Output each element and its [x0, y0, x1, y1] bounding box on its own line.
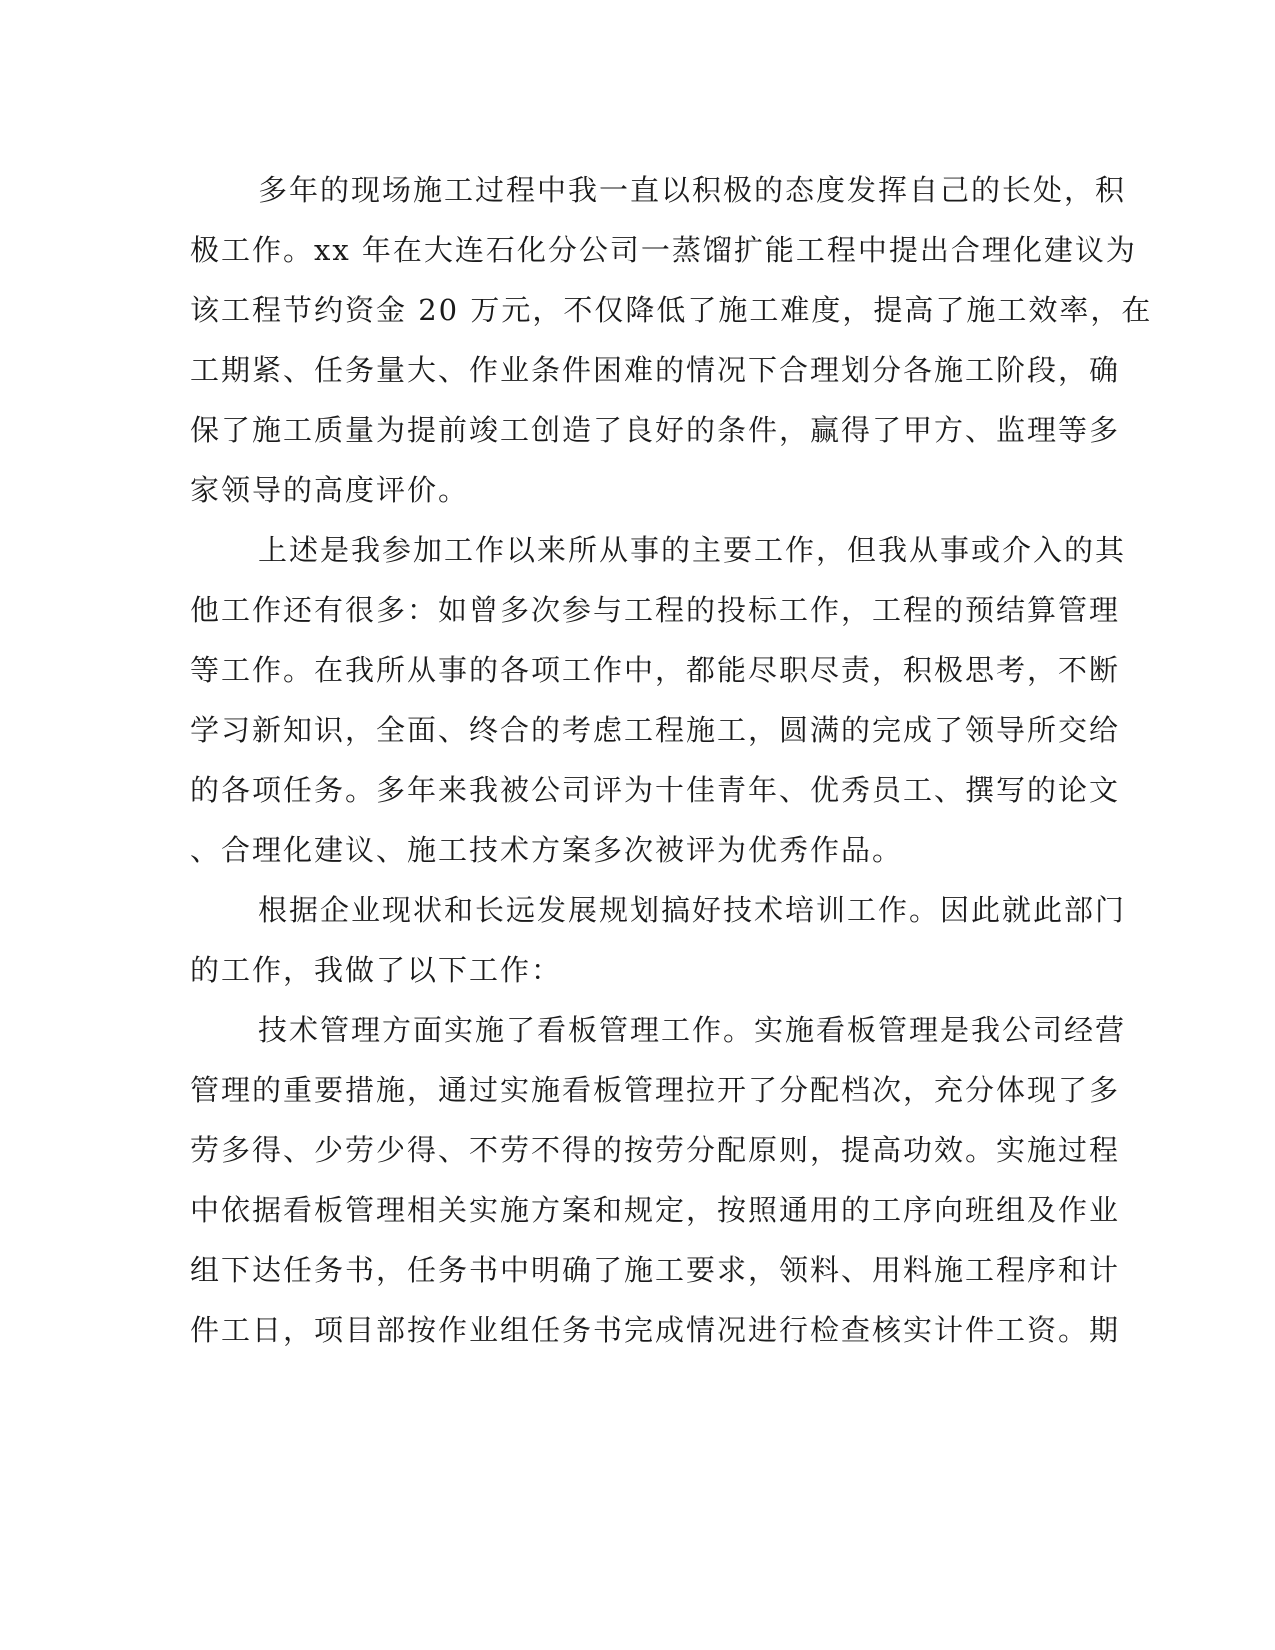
paragraph-line: 组下达任务书，任务书中明确了施工要求，领料、用料施工程序和计: [190, 1253, 1121, 1287]
paragraph-line: 件工日，项目部按作业组任务书完成情况进行检查核实计件工资。期: [190, 1313, 1121, 1347]
paragraph-line: 中依据看板管理相关实施方案和规定，按照通用的工序向班组及作业: [190, 1193, 1121, 1227]
paragraph-line: 、合理化建议、施工技术方案多次被评为优秀作品。: [190, 833, 904, 867]
paragraph-line: 学习新知识，全面、终合的考虑工程施工，圆满的完成了领导所交给: [190, 713, 1121, 747]
paragraph-4: [190, 1000, 1127, 1360]
paragraph-1: [190, 160, 1153, 520]
paragraph-line: 根据企业现状和长远发展规划搞好技术培训工作。因此就此部门: [258, 893, 1127, 927]
paragraph-line: 的工作，我做了以下工作：: [190, 953, 563, 987]
paragraph-2: [190, 520, 1127, 880]
paragraph-line: 劳多得、少劳少得、不劳不得的按劳分配原则，提高功效。实施过程: [190, 1133, 1121, 1167]
paragraph-line: 技术管理方面实施了看板管理工作。实施看板管理是我公司经营: [258, 1013, 1127, 1047]
paragraph-line: 工期紧、任务量大、作业条件困难的情况下合理划分各施工阶段，确: [190, 353, 1121, 387]
paragraph-line: 等工作。在我所从事的各项工作中，都能尽职尽责，积极思考，不断: [190, 653, 1121, 687]
paragraph-line: 保了施工质量为提前竣工创造了良好的条件，赢得了甲方、监理等多: [190, 413, 1121, 447]
paragraph-line: 家领导的高度评价。: [190, 473, 470, 507]
paragraph-line: 管理的重要措施，通过实施看板管理拉开了分配档次，充分体现了多: [190, 1073, 1121, 1107]
paragraph-line: 他工作还有很多：如曾多次参与工程的投标工作，工程的预结算管理: [190, 593, 1121, 627]
paragraph-line: 的各项任务。多年来我被公司评为十佳青年、优秀员工、撰写的论文: [190, 773, 1121, 807]
document-body: [190, 160, 1153, 1360]
paragraph-line: 多年的现场施工过程中我一直以积极的态度发挥自己的长处，积: [258, 173, 1127, 207]
paragraph-line: 上述是我参加工作以来所从事的主要工作，但我从事或介入的其: [258, 533, 1127, 567]
paragraph-line: 该工程节约资金 20 万元，不仅降低了施工难度，提高了施工效率，在: [190, 293, 1153, 327]
paragraph-line: 极工作。xx 年在大连石化分公司一蒸馏扩能工程中提出合理化建议为: [190, 233, 1137, 267]
paragraph-3: [190, 880, 1127, 1000]
